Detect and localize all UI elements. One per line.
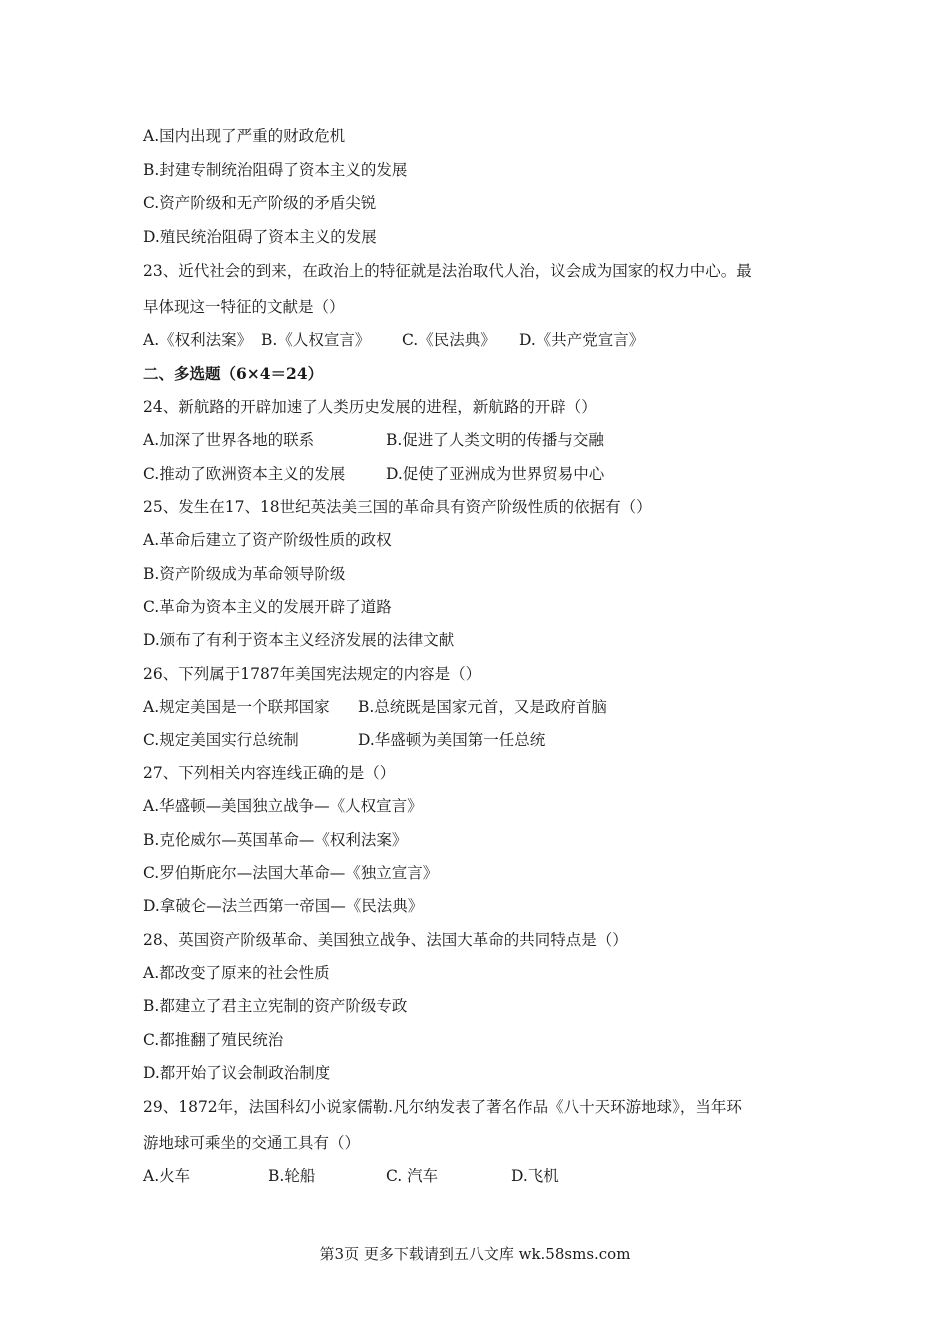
question-29-continued: 游地球可乘坐的交通工具有（） (143, 1134, 361, 1152)
question-23-continued: 早体现这一特征的文献是（） (143, 298, 345, 316)
question-23-options (143, 330, 843, 350)
question-24: 24、新航路的开辟加速了人类历史发展的进程，新航路的开辟（） (143, 398, 597, 416)
question-26-options-row (143, 697, 843, 717)
option-line: B.都建立了君主立宪制的资产阶级专政 (143, 997, 408, 1015)
question-26-options-row (143, 730, 843, 750)
option-d: D.飞机 (511, 1167, 559, 1185)
option-line: C.罗伯斯庇尔—法国大革命—《独立宣言》 (143, 864, 439, 882)
page-footer: 第3页 更多下载请到五八文库 wk.58sms.com (319, 1245, 631, 1263)
option-c: C.《民法典》 (402, 331, 496, 349)
option-line: D.拿破仑—法兰西第一帝国—《民法典》 (143, 897, 424, 915)
question-24-options-row (143, 464, 843, 484)
option-line: D.都开始了议会制政治制度 (143, 1064, 331, 1082)
question-29-options (143, 1166, 843, 1186)
question-27: 27、下列相关内容连线正确的是（） (143, 764, 396, 782)
option-a: A.火车 (143, 1167, 191, 1185)
option-d: D.华盛顿为美国第一任总统 (358, 731, 546, 749)
option-line: A.国内出现了严重的财政危机 (143, 127, 346, 145)
option-line: A.革命后建立了资产阶级性质的政权 (143, 531, 392, 549)
question-28: 28、英国资产阶级革命、美国独立战争、法国大革命的共同特点是（） (143, 931, 628, 949)
option-line: C.资产阶级和无产阶级的矛盾尖锐 (143, 194, 377, 212)
option-line: C.革命为资本主义的发展开辟了道路 (143, 598, 392, 616)
question-29: 29、1872年，法国科幻小说家儒勒.凡尔纳发表了著名作品《八十天环游地球》，当年环 (143, 1098, 742, 1116)
option-d: D.《共产党宣言》 (519, 331, 645, 349)
question-25: 25、发生在17、18世纪英法美三国的革命具有资产阶级性质的依据有（） (143, 498, 652, 516)
option-line: C.都推翻了殖民统治 (143, 1031, 284, 1049)
option-a: A.加深了世界各地的联系 (143, 431, 315, 449)
option-line: B.克伦威尔—英国革命—《权利法案》 (143, 831, 408, 849)
option-a: A.《权利法案》 (143, 331, 253, 349)
option-line: A.华盛顿—美国独立战争—《人权宣言》 (143, 797, 423, 815)
option-c: C. 汽车 (386, 1167, 439, 1185)
option-c: C.推动了欧洲资本主义的发展 (143, 465, 346, 483)
option-b: B.促进了人类文明的传播与交融 (386, 431, 604, 449)
question-24-options-row (143, 430, 843, 450)
option-b: B.总统既是国家元首，又是政府首脑 (358, 698, 607, 716)
option-line: A.都改变了原来的社会性质 (143, 964, 330, 982)
option-line: D.颁布了有利于资本主义经济发展的法律文献 (143, 631, 455, 649)
section-heading: 二、多选题（6×4＝24） (143, 364, 324, 383)
option-line: B.封建专制统治阻碍了资本主义的发展 (143, 161, 408, 179)
option-b: B.轮船 (268, 1167, 316, 1185)
option-d: D.促使了亚洲成为世界贸易中心 (386, 465, 605, 483)
option-line: B.资产阶级成为革命领导阶级 (143, 565, 346, 583)
question-23: 23、近代社会的到来，在政治上的特征就是法治取代人治，议会成为国家的权力中心。最 (143, 262, 752, 280)
question-26: 26、下列属于1787年美国宪法规定的内容是（） (143, 665, 482, 683)
option-a: A.规定美国是一个联邦国家 (143, 698, 330, 716)
option-line: D.殖民统治阻碍了资本主义的发展 (143, 228, 377, 246)
option-b: B.《人权宣言》 (261, 331, 371, 349)
option-c: C.规定美国实行总统制 (143, 731, 299, 749)
